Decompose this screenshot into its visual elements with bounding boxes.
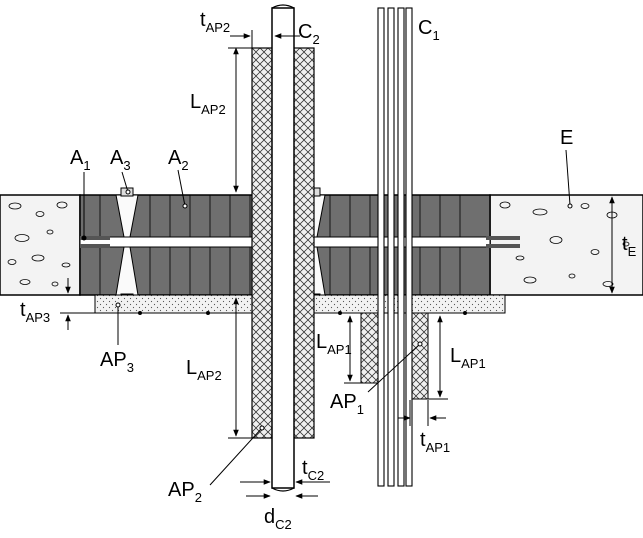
label-C1: [418, 17, 440, 43]
svg-text:C2: $C_2$: [298, 21, 320, 47]
svg-text:tAP2: $t_{AP2}$: [200, 9, 231, 35]
svg-text:LAP2: $L_{AP2}$: [186, 357, 222, 383]
pipe-C2: [272, 5, 294, 491]
svg-text:tC2: $t_{C2}$: [302, 457, 325, 483]
label-LAP1-left: [316, 331, 352, 357]
label-tAP1: [420, 429, 450, 455]
svg-text:tAP3: $t_{AP3}$: [20, 299, 51, 325]
svg-text:LAP1: $L_{AP1}$: [450, 345, 486, 371]
label-AP2: [168, 479, 202, 505]
label-tAP3: [20, 299, 50, 325]
svg-text:C1: $C_1$: [418, 17, 440, 43]
label-AP3: [100, 349, 134, 375]
svg-text:dC2: $d_{C2}$: [264, 506, 292, 532]
svg-text:LAP1: $L_{AP1}$: [316, 331, 352, 357]
svg-text:AP3: $AP_3$: [100, 349, 134, 375]
svg-text:tAP1: $t_{AP1}$: [420, 429, 451, 455]
label-LAP1-right: [450, 345, 486, 371]
coating-AP1-left: [361, 313, 379, 383]
label-C2: [298, 21, 320, 47]
label-AP1: [330, 391, 364, 417]
label-A2: [168, 147, 189, 173]
svg-text:A3: $A_3$: [110, 147, 131, 173]
label-LAP2-bottom: [186, 357, 222, 383]
label-A1: [70, 147, 91, 173]
svg-text:tE: $t_E$: [622, 233, 637, 259]
svg-text:A1: $A_1$: [70, 147, 91, 173]
label-E: [560, 127, 573, 149]
label-tAP2-top: [200, 9, 230, 35]
label-dC2: [264, 506, 292, 532]
svg-text:AP2: $AP_2$: [168, 479, 202, 505]
svg-text:LAP2: $L_{AP2}$: [190, 91, 226, 117]
label-LAP2-top: [190, 91, 226, 117]
svg-text:E: E: [560, 127, 574, 149]
coating-AP1-right: [410, 313, 428, 399]
svg-text:A2: $A_2$: [168, 147, 189, 173]
svg-text:AP1: $AP_1$: [330, 391, 364, 417]
label-tC2: [302, 457, 324, 483]
label-A3: [110, 147, 131, 173]
